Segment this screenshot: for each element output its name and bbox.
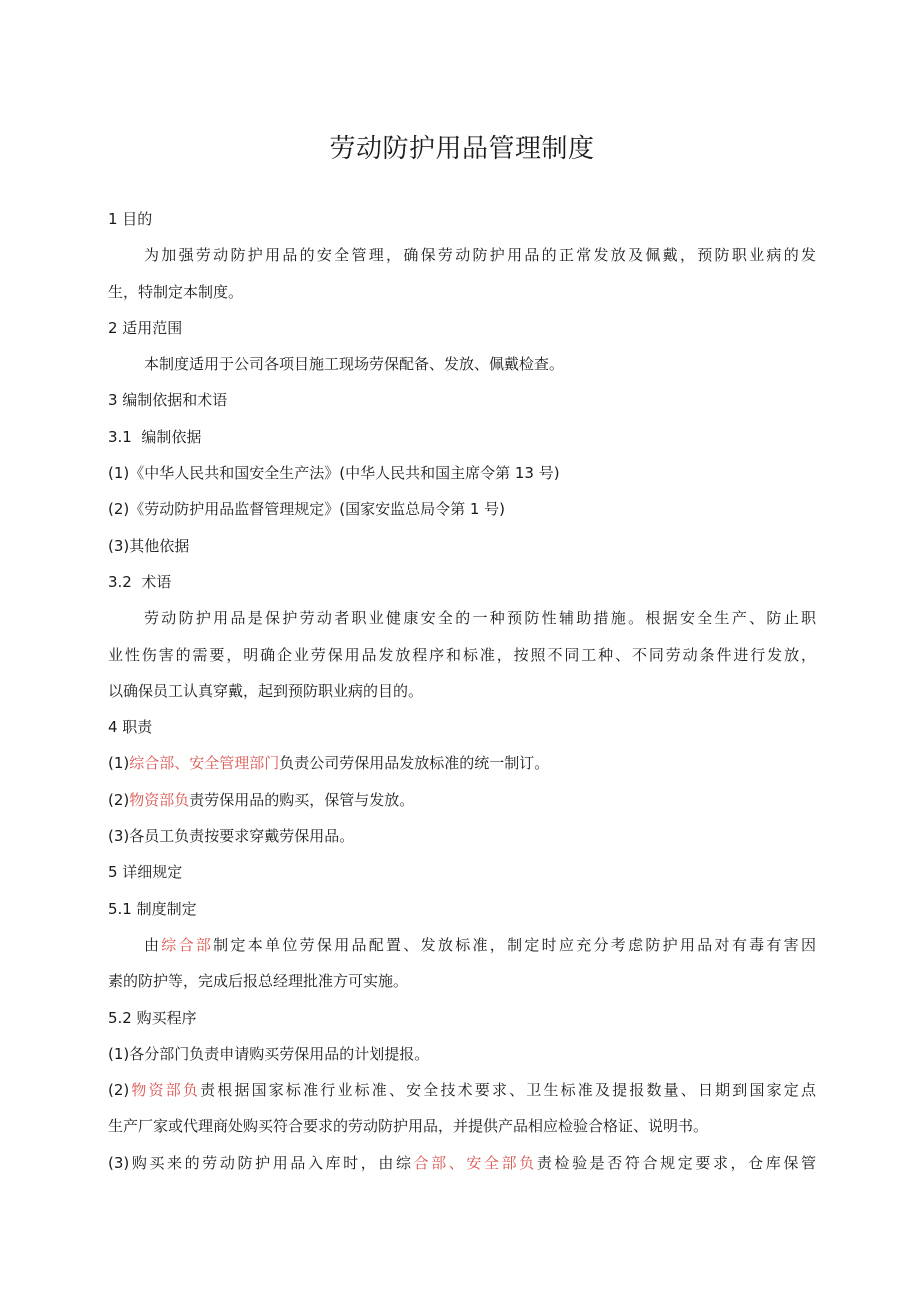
section-heading-scope: 2 适用范围 [108, 318, 183, 337]
highlighted-department: 综合部 [161, 935, 214, 954]
highlighted-department: 物资部负 [129, 1081, 201, 1100]
list-item: (1)各分部门负责申请购买劳保用品的计划提报。 [108, 1044, 430, 1063]
list-item: (2)《劳动防护用品监督管理规定》(国家安监总局令第 1 号) [108, 500, 506, 519]
section-heading-basis: 3 编制依据和术语 [108, 391, 228, 410]
paragraph-line: 由综合部制定本单位劳保用品配置、发放标准，制定时应充分考虑防护用品对有毒有害因 [144, 935, 816, 954]
subsection-heading: 3.2 术语 [108, 572, 172, 591]
paragraph-line: 生产厂家或代理商处购买符合要求的劳动防护用品，并提供产品相应检验合格证、说明书。 [108, 1117, 709, 1136]
highlighted-department: 合部、安全部负 [413, 1153, 537, 1172]
document-title: 劳动防护用品管理制度 [329, 134, 595, 164]
paragraph-line: 本制度适用于公司各项目施工现场劳保配备、发放、佩戴检查。 [144, 355, 565, 374]
section-heading-rules: 5 详细规定 [108, 863, 183, 882]
list-item: (1)综合部、安全管理部门负责公司劳保用品发放标准的统一制订。 [108, 754, 550, 773]
list-item: (1)《中华人民共和国安全生产法》(中华人民共和国主席令第 13 号) [108, 464, 560, 483]
list-item: (2)物资部负责劳保用品的购买，保管与发放。 [108, 790, 415, 809]
list-item: (3)其他依据 [108, 536, 190, 555]
list-item: (2)物资部负责根据国家标准行业标准、安全技术要求、卫生标准及提报数量、日期到国家定点 [108, 1081, 816, 1100]
list-item: (3)各员工负责按要求穿戴劳保用品。 [108, 827, 355, 846]
section-heading-purpose: 1 目的 [108, 210, 153, 228]
paragraph-line: 业性伤害的需要，明确企业劳保用品发放程序和标准，按照不同工种、不同劳动条件进行发放， [108, 645, 816, 664]
highlighted-department: 物资部负 [129, 790, 190, 809]
subsection-heading: 3.1 编制依据 [108, 427, 202, 446]
list-item: (3)购买来的劳动防护用品入库时，由综合部、安全部负责检验是否符合规定要求，仓库保管 [108, 1153, 816, 1172]
paragraph-line: 以确保员工认真穿戴，起到预防职业病的目的。 [108, 681, 424, 700]
highlighted-department: 综合部、安全管理部门 [129, 754, 280, 773]
paragraph-line: 素的防护等，完成后报总经理批准方可实施。 [108, 972, 409, 991]
subsection-heading: 5.1 制度制定 [108, 899, 197, 918]
paragraph-line: 为加强劳动防护用品的安全管理，确保劳动防护用品的正常发放及佩戴，预防职业病的发 [144, 246, 816, 265]
section-heading-duties: 4 职责 [108, 718, 153, 737]
paragraph-line: 生，特制定本制度。 [108, 282, 244, 301]
paragraph-line: 劳动防护用品是保护劳动者职业健康安全的一种预防性辅助措施。根据安全生产、防止职 [144, 609, 816, 628]
subsection-heading: 5.2 购买程序 [108, 1008, 197, 1027]
